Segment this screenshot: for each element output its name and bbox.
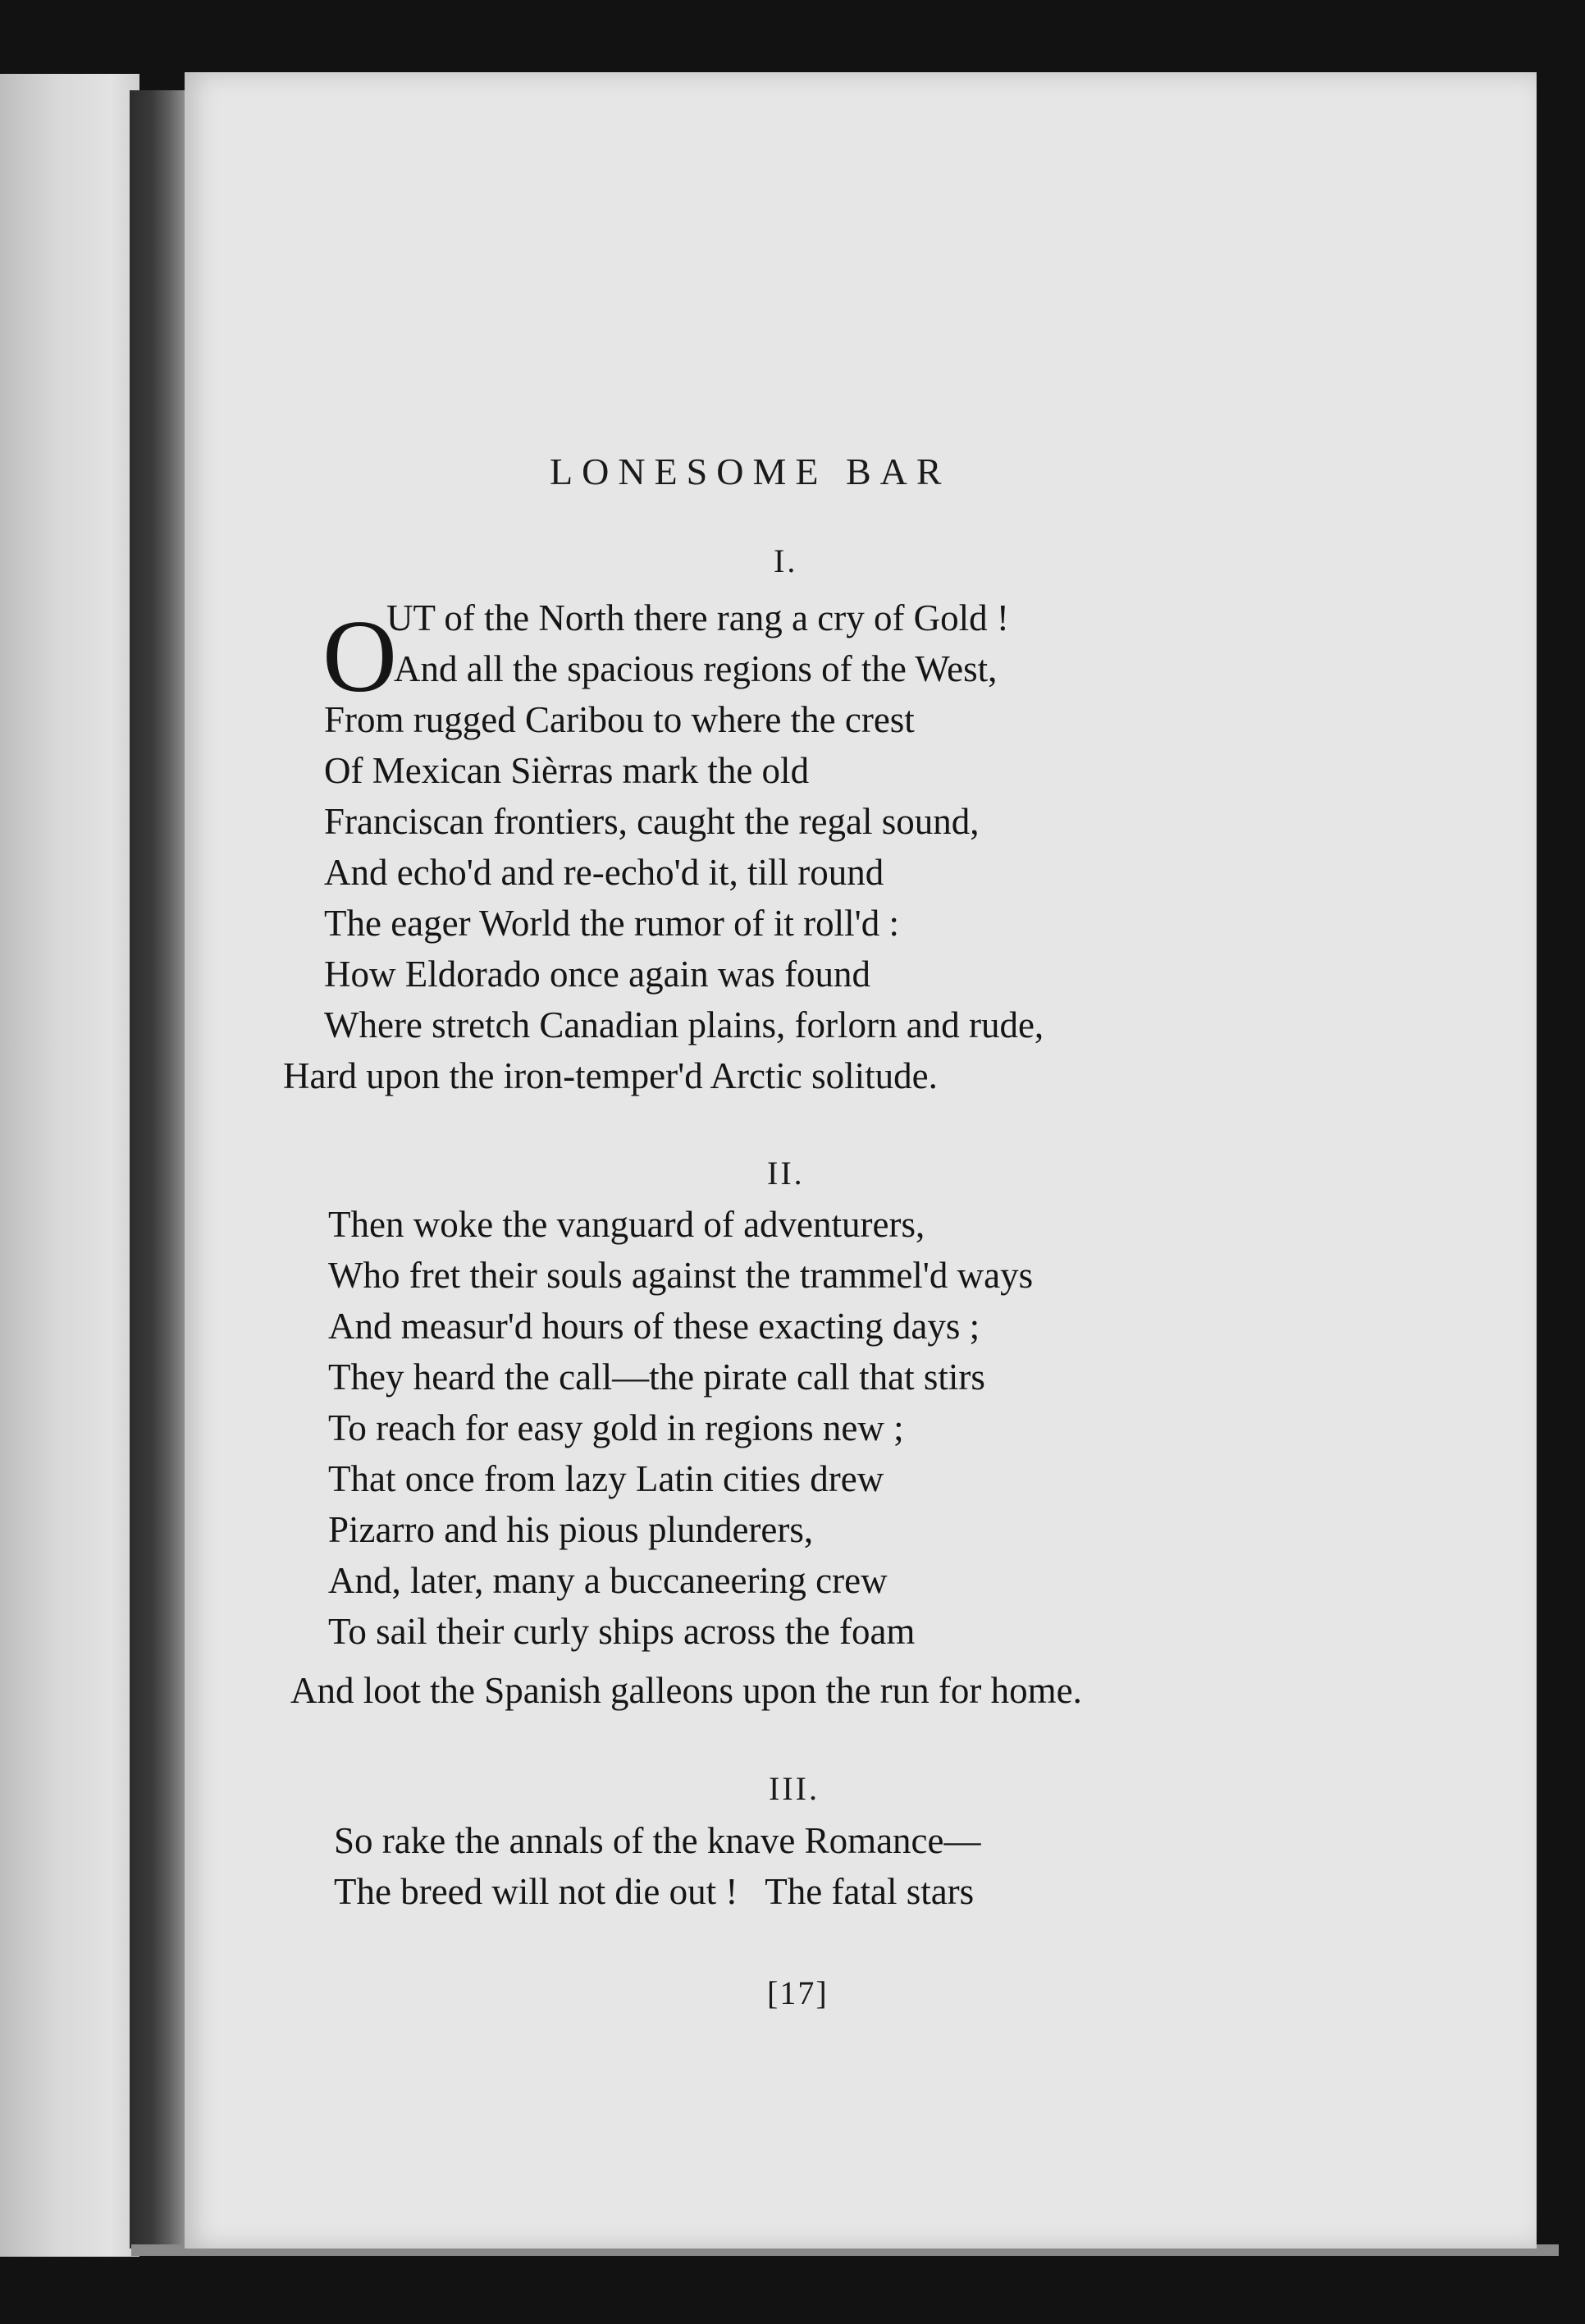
verse-line: Then woke the vanguard of adventurers, [328, 1204, 925, 1245]
drop-cap-initial: O [322, 600, 397, 714]
verse-line: Who fret their souls against the trammel'd ways [328, 1255, 1034, 1296]
verse-line: Hard upon the iron-temper'd Arctic solitude. [283, 1055, 938, 1096]
verse-line: And echo'd and re-echo'd it, till round [324, 852, 884, 893]
verse-line: To sail their curly ships across the foam [328, 1611, 916, 1652]
verse-line: That once from lazy Latin cities drew [328, 1458, 884, 1499]
verse-line: Of Mexican Sièrras mark the old [324, 750, 810, 791]
page-number: [17] [767, 1974, 829, 2011]
verse-line: Where stretch Canadian plains, forlorn and rude, [324, 1004, 1044, 1045]
section-numeral-1: I. [774, 542, 798, 579]
verse-line: From rugged Caribou to where the crest [324, 699, 915, 740]
section-numeral-3: III. [769, 1770, 820, 1807]
verse-line: And measur'd hours of these exacting days ; [328, 1306, 980, 1347]
poem-title-text: LONESOME BAR [550, 451, 951, 492]
verse-line: To reach for easy gold in regions new ; [328, 1407, 904, 1448]
verse-line: Franciscan frontiers, caught the regal sound, [324, 801, 980, 842]
previous-page-edge [0, 74, 139, 2257]
verse-line: They heard the call—the pirate call that stirs [328, 1356, 985, 1398]
verse-line: The eager World the rumor of it roll'd : [324, 903, 899, 944]
verse-line: UT of the North there rang a cry of Gold ! [386, 597, 1009, 638]
verse-line: How Eldorado once again was found [324, 954, 871, 995]
section-numeral-2: II. [767, 1155, 805, 1192]
verse-line: And loot the Spanish galleons upon the run for home. [290, 1670, 1082, 1711]
verse-line: Pizarro and his pious plunderers, [328, 1509, 814, 1550]
verse-line: So rake the annals of the knave Romance— [334, 1820, 981, 1861]
verse-line: And all the spacious regions of the West, [394, 648, 998, 689]
verse-line: The breed will not die out ! The fatal stars [334, 1871, 975, 1912]
book-page [185, 72, 1537, 2249]
verse-line: And, later, many a buccaneering crew [328, 1560, 888, 1601]
